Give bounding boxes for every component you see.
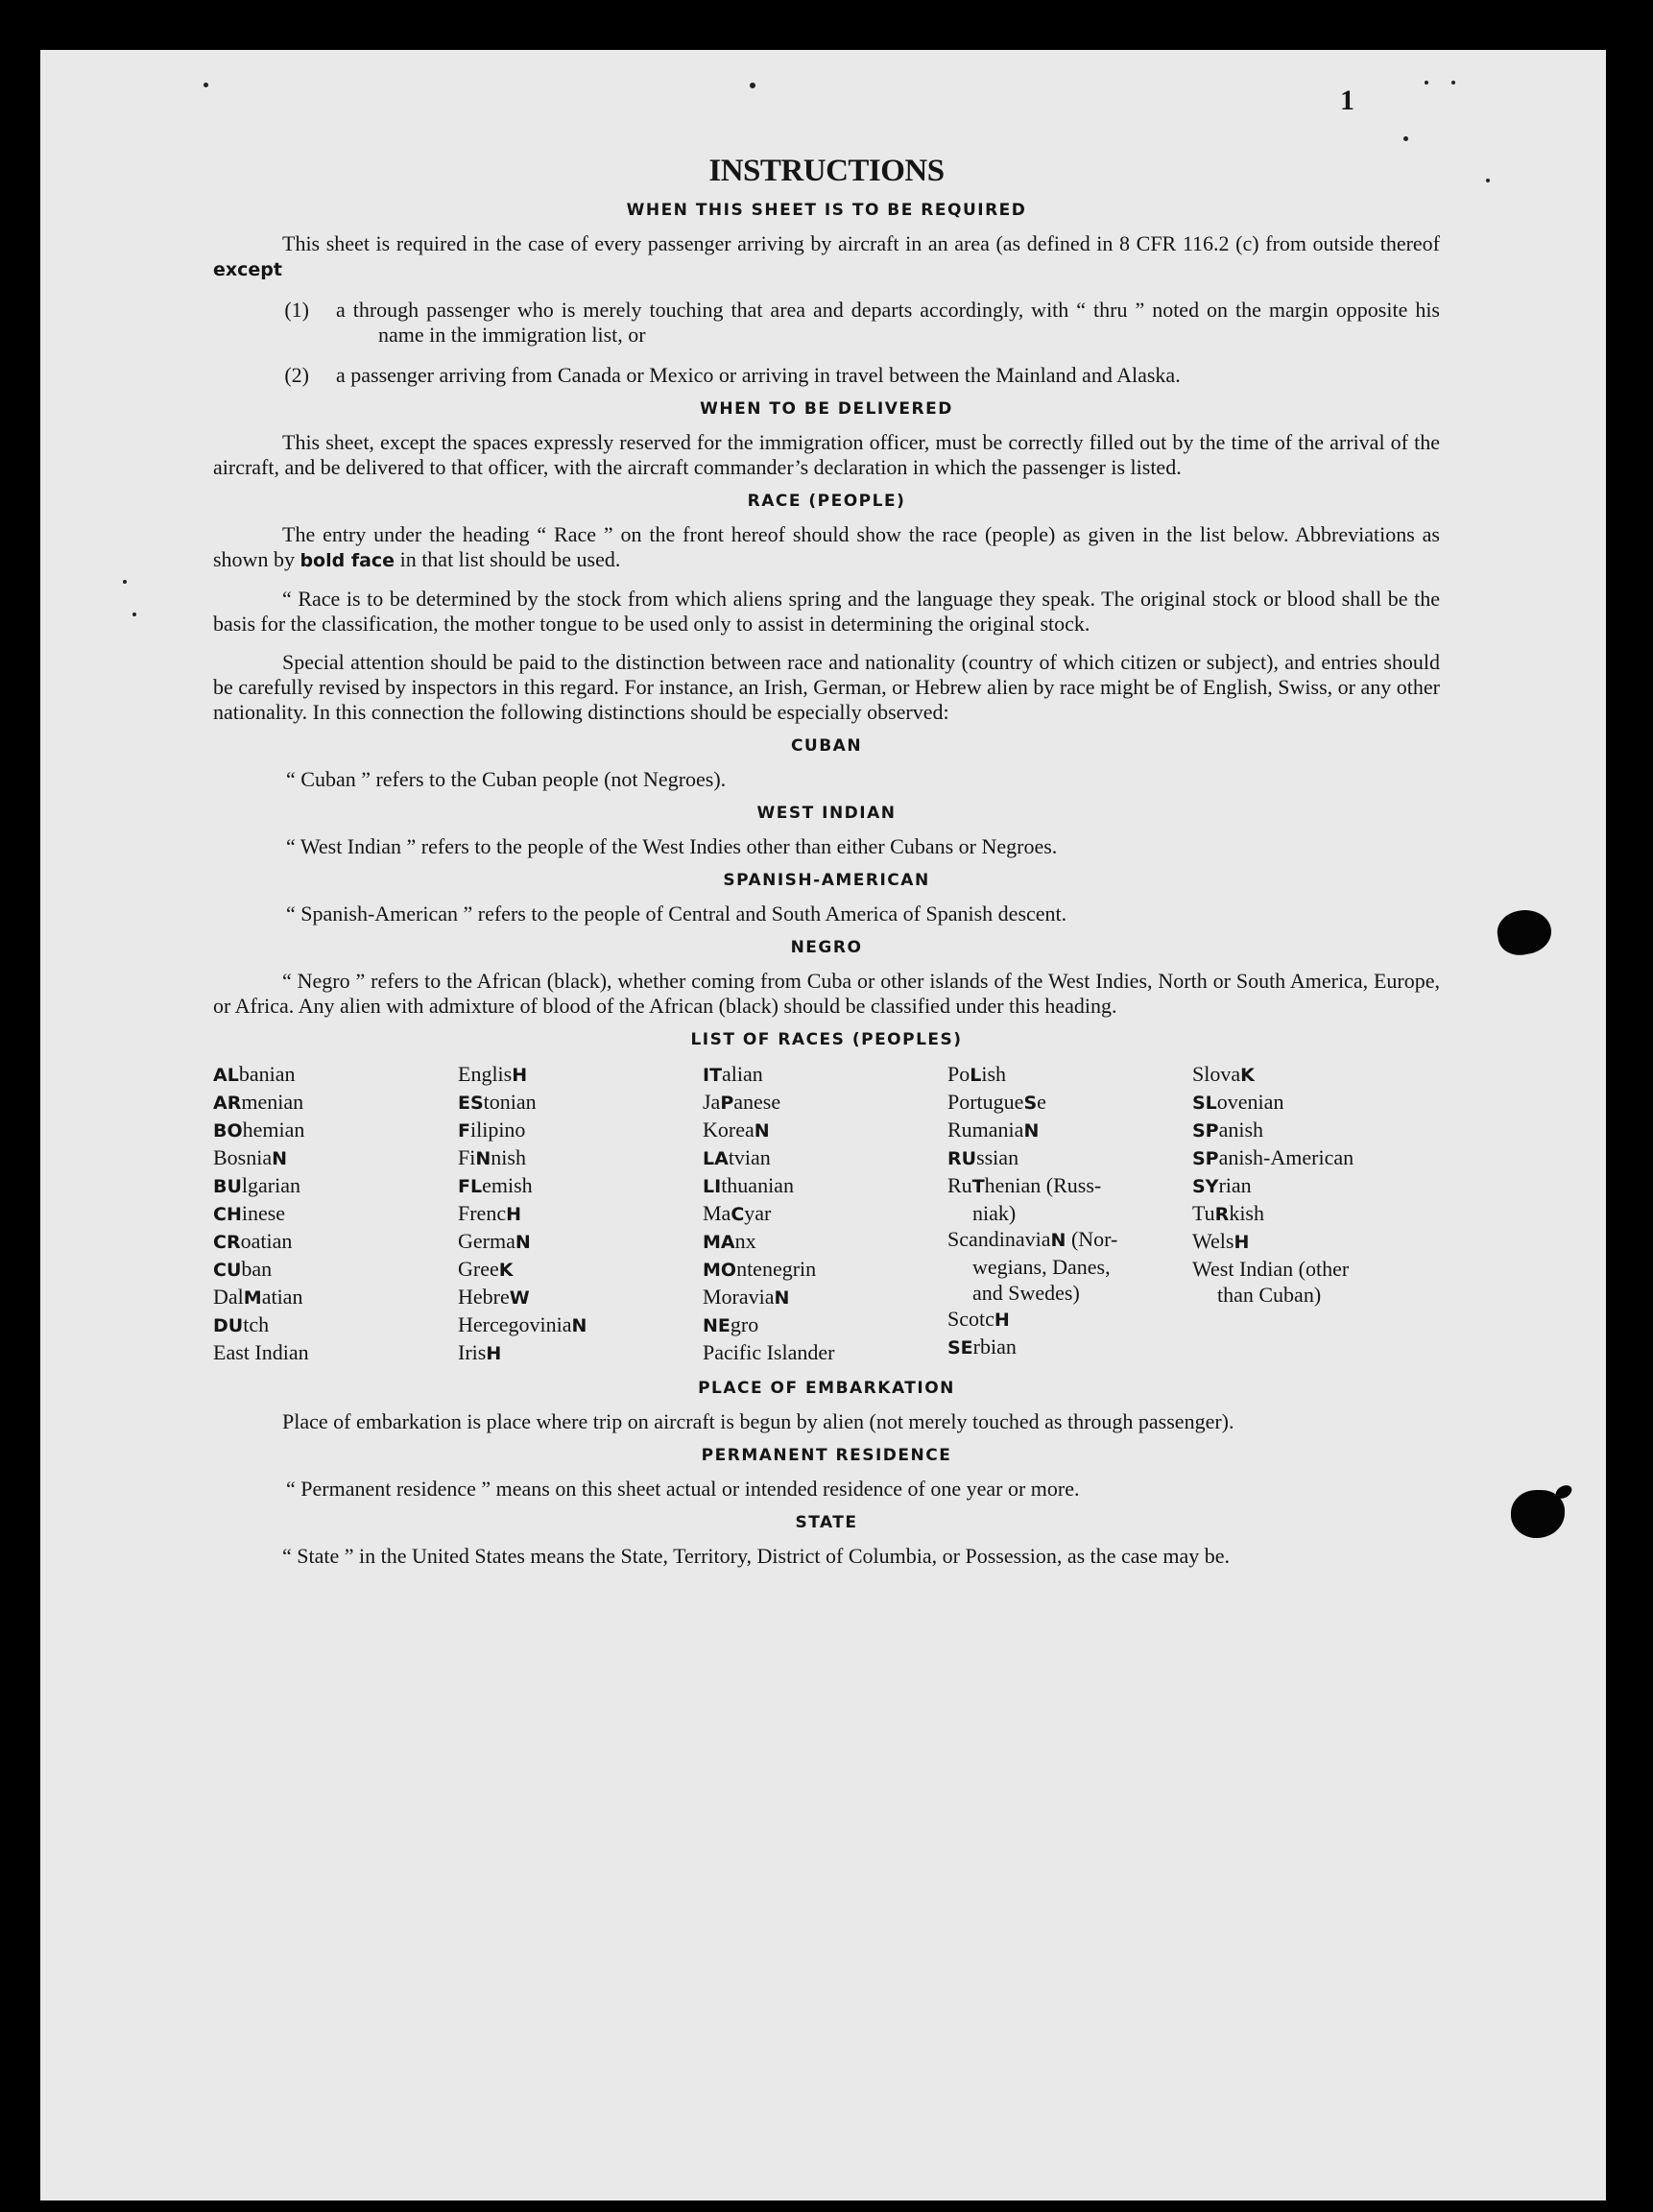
race-entry: [1192, 1144, 1437, 1172]
race-text: Ru: [947, 1173, 972, 1197]
race-text: emish: [482, 1173, 533, 1197]
scan-speck: [750, 83, 755, 88]
race-abbrev: N: [1023, 1120, 1040, 1142]
race-entry: [947, 1172, 1192, 1200]
race-text: henian (Russ-: [984, 1173, 1102, 1197]
race-abbrev: T: [971, 1176, 985, 1197]
race-text: (Nor-: [1066, 1227, 1118, 1251]
race-entry: [703, 1117, 947, 1144]
race-text: alian: [722, 1062, 763, 1086]
race-entry: [1192, 1228, 1437, 1256]
race-abbrev: ES: [458, 1093, 484, 1114]
race-abbrev: BU: [213, 1176, 242, 1197]
when-delivered-text: This sheet, except the spaces expressly reserved for the immigration officer, must be correctly filled out by the time of the arrival of the aircraft, and be delivered to that officer, with the aircraft commander’s declaration in which the passenger is listed.: [213, 430, 1440, 479]
races-column: [703, 1061, 947, 1367]
race-entry: [703, 1311, 947, 1339]
west-indian-text: “ West Indian ” refers to the people of the West Indies other than either Cubans or Negroes.: [286, 834, 1058, 858]
race-entry: [703, 1339, 947, 1365]
race-abbrev: N: [515, 1232, 531, 1253]
race-text: ovenian: [1216, 1090, 1284, 1114]
race-abbrev: N: [1050, 1230, 1066, 1251]
race-abbrev: AR: [213, 1093, 242, 1114]
section-heading-list-of-races: LIST OF RACES (PEOPLES): [690, 1030, 963, 1049]
race-abbrev: MO: [703, 1260, 737, 1281]
race-text: hemian: [242, 1118, 305, 1142]
exception-number: (1): [284, 298, 309, 322]
intro-text: This sheet is required in the case of every passenger arriving by aircraft in an area (as defined in 8 CFR 116.2 (c) from outside thereof: [282, 231, 1440, 255]
section-heading-embarkation: PLACE OF EMBARKATION: [698, 1379, 955, 1398]
race-entry: [458, 1061, 703, 1089]
race-p1-text: The entry under the heading “ Race ” on the front hereof should show the race (people) as given in the list below. Abbreviations as shown by: [213, 522, 1440, 571]
race-abbrev: LA: [703, 1148, 729, 1169]
cuban-text: “ Cuban ” refers to the Cuban people (not Negroes).: [286, 767, 727, 791]
race-text: anish: [1218, 1118, 1264, 1142]
race-text: e: [1037, 1090, 1046, 1114]
race-entry: [213, 1200, 458, 1228]
race-abbrev: M: [243, 1287, 262, 1309]
race-abbrev: CU: [213, 1260, 242, 1281]
race-entry: [947, 1144, 1192, 1172]
race-entry: [458, 1256, 703, 1284]
race-text: Tu: [1192, 1201, 1215, 1225]
race-text: Hebre: [458, 1285, 510, 1309]
races-list: [213, 1061, 1440, 1367]
race-text: nx: [734, 1229, 756, 1253]
when-required-intro: [213, 231, 1440, 282]
race-entry: [947, 1089, 1192, 1117]
exception-text: a passenger arriving from Canada or Mexico or arriving in travel between the Mainland and Alaska.: [336, 363, 1181, 387]
race-text: nish: [491, 1145, 526, 1169]
section-heading-state: STATE: [795, 1513, 858, 1532]
race-entry: [947, 1306, 1192, 1334]
race-entry: [458, 1144, 703, 1172]
race-text: gro: [730, 1312, 759, 1336]
race-text: Wels: [1192, 1229, 1234, 1253]
race-text: Ma: [703, 1201, 731, 1225]
race-entry: [947, 1226, 1192, 1254]
section-heading-when-required: WHEN THIS SHEET IS TO BE REQUIRED: [626, 201, 1027, 220]
race-entry: [703, 1200, 947, 1228]
race-abbrev: H: [486, 1343, 502, 1364]
race-text: tonian: [483, 1090, 537, 1114]
race-text: ssian: [976, 1145, 1019, 1169]
race-entry: [703, 1089, 947, 1117]
race-abbrev: AL: [213, 1065, 239, 1086]
race-paragraph-3: Special attention should be paid to the distinction between race and nationality (country of which citizen or subject), and entries should be carefully revised by inspectors in this regard. For instance, an Irish, German, or Hebrew alien by race might be of English, Swiss, or any other nationality. In this connection the following distinctions should be especially observed:: [213, 650, 1440, 724]
embarkation-text: Place of embarkation is place where trip on aircraft is begun by alien (not merely touched as through passenger).: [282, 1409, 1234, 1433]
scan-speck: [1486, 179, 1490, 182]
race-entry: [703, 1284, 947, 1311]
race-abbrev: H: [994, 1310, 1010, 1331]
race-abbrev: LI: [703, 1176, 722, 1197]
race-text: tvian: [728, 1145, 771, 1169]
race-text: Frenc: [458, 1201, 507, 1225]
race-text: menian: [241, 1090, 304, 1114]
races-column: [1192, 1061, 1437, 1367]
race-entry: [213, 1339, 458, 1365]
section-heading-race: RACE (PEOPLE): [747, 492, 906, 511]
race-text: kish: [1229, 1201, 1264, 1225]
race-text: anish-American: [1218, 1145, 1354, 1169]
race-entry-continuation: [947, 1254, 1192, 1280]
race-text: Scotc: [947, 1307, 994, 1331]
negro-text: “ Negro ” refers to the African (black), whether coming from Cuba or other islands of the West Indies, North or South America, Europe, or Africa. Any alien with admixture of blood of the African (black) should be classified under this heading.: [213, 969, 1440, 1018]
race-entry: [947, 1334, 1192, 1361]
race-text: Korea: [703, 1118, 755, 1142]
race-text: and Swedes): [972, 1281, 1080, 1305]
race-abbrev: NE: [703, 1315, 731, 1336]
race-entry: [458, 1172, 703, 1200]
race-text: Slova: [1192, 1062, 1241, 1086]
race-entry: [213, 1117, 458, 1144]
race-entry: [1192, 1200, 1437, 1228]
race-abbrev: N: [475, 1148, 491, 1169]
race-entry: [1192, 1061, 1437, 1089]
race-text: Germa: [458, 1229, 515, 1253]
race-entry: [213, 1256, 458, 1284]
race-text: rian: [1218, 1173, 1252, 1197]
race-entry: [213, 1144, 458, 1172]
race-entry: [458, 1089, 703, 1117]
scan-speck: [123, 580, 127, 584]
race-entry-continuation: [947, 1280, 1192, 1306]
scan-speck: [1425, 81, 1428, 84]
race-text: Gree: [458, 1257, 499, 1281]
race-entry: [213, 1172, 458, 1200]
race-entry: [947, 1061, 1192, 1089]
race-entry: [703, 1144, 947, 1172]
race-text: ish: [981, 1062, 1007, 1086]
page-number: 1: [1340, 84, 1354, 116]
race-abbrev: SP: [1192, 1148, 1219, 1169]
race-p1-tail: in that list should be used.: [399, 547, 621, 571]
permanent-residence-text: “ Permanent residence ” means on this sheet actual or intended residence of one year or more.: [286, 1477, 1080, 1501]
exception-number: (2): [284, 363, 309, 387]
race-text: Portugue: [947, 1090, 1024, 1114]
race-abbrev: K: [498, 1260, 514, 1281]
race-entry: [458, 1117, 703, 1144]
race-text: Scandinavia: [947, 1227, 1051, 1251]
race-text: Bosnia: [213, 1145, 273, 1169]
race-abbrev: IT: [703, 1065, 723, 1086]
races-column: [213, 1061, 458, 1367]
race-entry: [1192, 1089, 1437, 1117]
race-entry: [458, 1339, 703, 1367]
race-text: yar: [744, 1201, 772, 1225]
race-text: Hercegovinia: [458, 1312, 572, 1336]
race-abbrev: CH: [213, 1204, 242, 1225]
race-text: than Cuban): [1217, 1283, 1322, 1307]
race-text: inese: [241, 1201, 286, 1225]
race-entry: [458, 1311, 703, 1339]
intro-bold-except: except: [213, 259, 282, 280]
race-p1-bold: bold face: [299, 550, 395, 571]
race-entry: [213, 1061, 458, 1089]
race-abbrev: P: [720, 1093, 734, 1114]
race-entry: [703, 1172, 947, 1200]
race-text: lgarian: [241, 1173, 301, 1197]
race-text: West Indian (other: [1192, 1257, 1350, 1281]
race-text: Po: [947, 1062, 970, 1086]
race-text: wegians, Danes,: [972, 1255, 1111, 1279]
race-entry: [947, 1117, 1192, 1144]
race-text: Pacific Islander: [703, 1340, 835, 1364]
race-abbrev: S: [1023, 1093, 1038, 1114]
race-abbrev: W: [509, 1287, 530, 1309]
race-text: atian: [261, 1285, 303, 1309]
race-entry: [213, 1089, 458, 1117]
race-abbrev: N: [571, 1315, 587, 1336]
race-text: banian: [238, 1062, 296, 1086]
race-text: niak): [972, 1201, 1017, 1225]
race-abbrev: H: [512, 1065, 528, 1086]
race-text: ntenegrin: [736, 1257, 817, 1281]
race-text: oatian: [240, 1229, 293, 1253]
race-text: Fi: [458, 1145, 476, 1169]
race-abbrev: RU: [947, 1148, 977, 1169]
race-abbrev: BO: [213, 1120, 243, 1142]
race-abbrev: FL: [458, 1176, 483, 1197]
page-title: INSTRUCTIONS: [708, 154, 945, 188]
section-heading-west-indian: WEST INDIAN: [756, 804, 897, 823]
race-entry: [1192, 1117, 1437, 1144]
race-entry: [1192, 1256, 1437, 1282]
race-text: ban: [241, 1257, 273, 1281]
races-column: [458, 1061, 703, 1367]
race-abbrev: K: [1240, 1065, 1255, 1086]
race-text: Ja: [703, 1090, 721, 1114]
race-entry: [213, 1284, 458, 1311]
race-text: thuanian: [721, 1173, 794, 1197]
race-text: Moravia: [703, 1285, 775, 1309]
race-text: East Indian: [213, 1340, 309, 1364]
race-entry: [213, 1311, 458, 1339]
race-abbrev: F: [458, 1120, 470, 1142]
race-text: Dal: [213, 1285, 244, 1309]
race-text: tch: [243, 1312, 270, 1336]
race-entry: [703, 1228, 947, 1256]
section-heading-spanish-american: SPANISH-AMERICAN: [723, 871, 930, 890]
race-abbrev: H: [1234, 1232, 1250, 1253]
scan-speck: [1451, 81, 1455, 84]
race-abbrev: N: [754, 1120, 770, 1142]
race-abbrev: DU: [213, 1315, 244, 1336]
scan-speck: [132, 613, 136, 616]
race-entry: [458, 1228, 703, 1256]
exception-item: [213, 363, 1440, 388]
section-heading-when-delivered: WHEN TO BE DELIVERED: [700, 399, 953, 419]
race-abbrev: CR: [213, 1232, 241, 1253]
race-entry-continuation: [1192, 1282, 1437, 1308]
race-text: anese: [733, 1090, 781, 1114]
section-heading-negro: NEGRO: [790, 938, 863, 957]
race-paragraph-2: “ Race is to be determined by the stock from which aliens spring and the language they speak. The original stock or blood shall be the basis for the classification, the mother tongue to be used only to assist in determining the original stock.: [213, 587, 1440, 636]
section-heading-cuban: CUBAN: [790, 736, 863, 756]
exception-item: [213, 298, 1440, 348]
section-heading-permanent-residence: PERMANENT RESIDENCE: [701, 1446, 952, 1465]
race-abbrev: SP: [1192, 1120, 1219, 1142]
race-abbrev: N: [774, 1287, 790, 1309]
race-text: Englis: [458, 1062, 513, 1086]
race-paragraph-1: [213, 522, 1440, 573]
races-column: [947, 1061, 1192, 1367]
race-text: rbian: [972, 1334, 1017, 1358]
scan-speck: [204, 83, 208, 87]
race-abbrev: H: [506, 1204, 521, 1225]
exception-text: a through passenger who is merely touching that area and departs accordingly, with “ thru ” noted on the margin opposite his name in the immigration list, or: [336, 298, 1440, 347]
race-abbrev: SE: [947, 1337, 973, 1358]
race-abbrev: C: [731, 1204, 745, 1225]
race-abbrev: SY: [1192, 1176, 1219, 1197]
race-entry: [458, 1284, 703, 1311]
race-entry: [703, 1256, 947, 1284]
instructions-content: [213, 154, 1440, 1569]
race-text: ilipino: [469, 1118, 526, 1142]
race-text: Rumania: [947, 1118, 1024, 1142]
race-abbrev: SL: [1192, 1093, 1217, 1114]
race-entry: [703, 1061, 947, 1089]
race-text: Iris: [458, 1340, 487, 1364]
spanish-american-text: “ Spanish-American ” refers to the people of Central and South America of Spanish descent.: [286, 902, 1067, 926]
race-abbrev: MA: [703, 1232, 735, 1253]
race-abbrev: R: [1214, 1204, 1230, 1225]
race-abbrev: L: [970, 1065, 982, 1086]
race-entry: [213, 1228, 458, 1256]
scan-speck: [1403, 136, 1408, 141]
race-entry-continuation: [947, 1200, 1192, 1226]
race-entry: [458, 1200, 703, 1228]
race-entry: [1192, 1172, 1437, 1200]
state-text: “ State ” in the United States means the State, Territory, District of Columbia, or Possession, as the case may be.: [282, 1544, 1231, 1568]
race-abbrev: N: [272, 1148, 288, 1169]
